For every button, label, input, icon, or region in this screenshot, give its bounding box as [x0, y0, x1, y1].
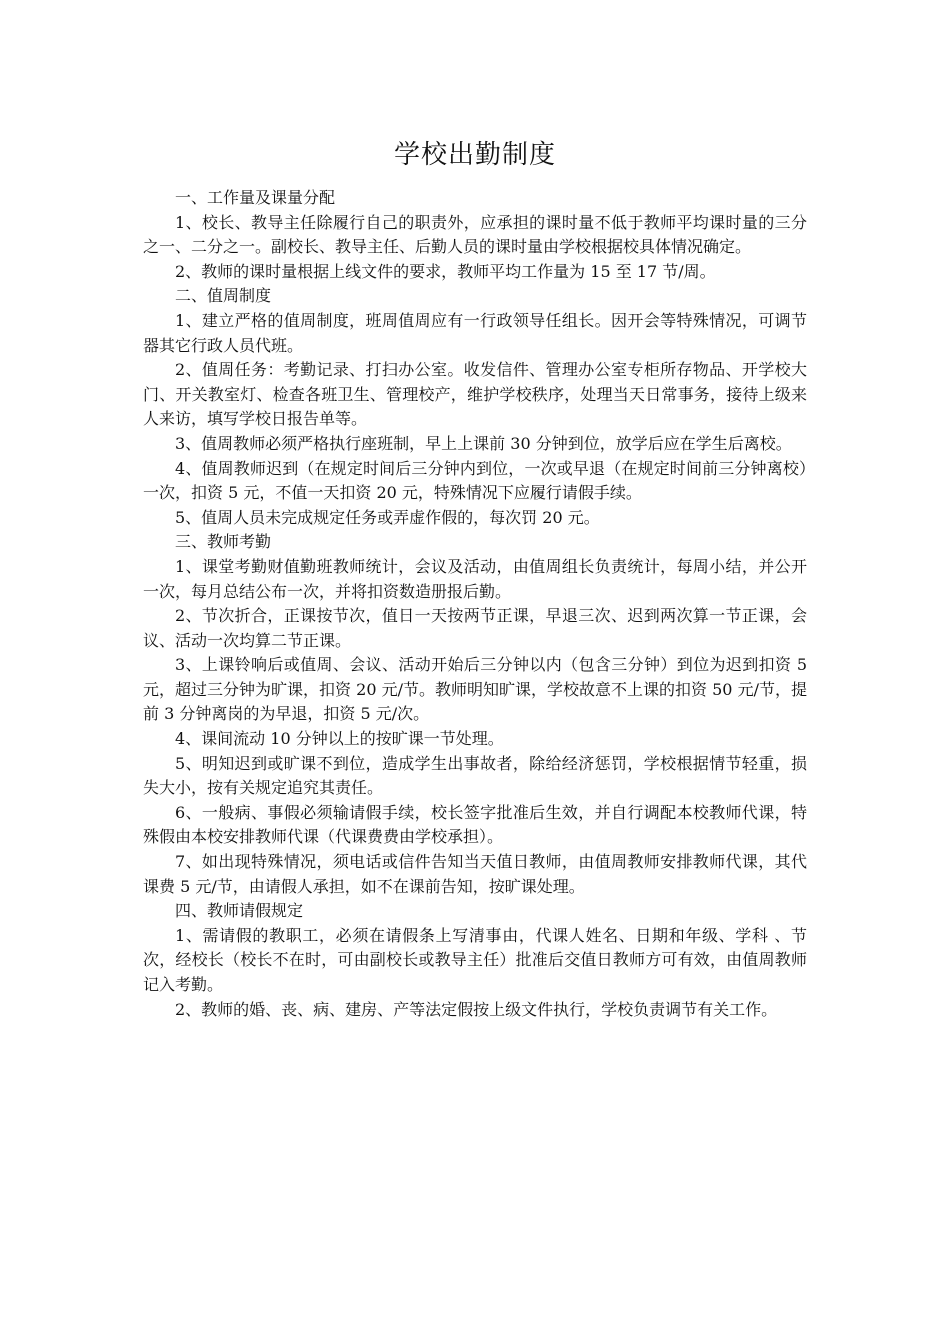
paragraph: 6、一般病、事假必须输请假手续，校长签字批准后生效，并自行调配本校教师代课，特殊假由本校安排教师代课（代课费费由学校承担）。	[143, 802, 807, 847]
paragraph: 7、如出现特殊情况，须电话或信件告知当天值日教师，由值周教师安排教师代课，其代课费 5 元/节，由请假人承担，如不在课前告知，按旷课处理。	[143, 852, 807, 896]
document-body	[143, 186, 807, 1022]
document-title: 学校出勤制度	[393, 140, 556, 170]
paragraph: 3、上课铃响后或值周、会议、活动开始后三分钟以内（包含三分钟）到位为迟到扣资 5 元，超过三分钟为旷课，扣资 20 元/节。教师明知旷课，学校故意不上课的扣资 50 元/节，提前 3 分钟离岗的为早退，扣资 5 元/次。	[143, 655, 807, 724]
section-heading-4: 四、教师请假规定	[175, 901, 304, 921]
paragraph: 5、明知迟到或旷课不到位，造成学生出事故者，除给经济惩罚，学校根据情节轻重，损失大小，按有关规定追究其责任。	[143, 753, 807, 798]
section-heading-1: 一、工作量及课量分配	[175, 188, 336, 207]
paragraph: 1、建立严格的值周制度，班周值周应有一行政领导任组长。因开会等特殊情况，可调节器其它行政人员代班。	[143, 310, 807, 355]
paragraph: 2、节次折合，正课按节次，值日一天按两节正课，早退三次、迟到两次算一节正课，会议、活动一次均算二节正课。	[143, 606, 807, 650]
paragraph: 2、值周任务：考勤记录、打扫办公室。收发信件、管理办公室专柜所存物品、开学校大门、开关教室灯、检查各班卫生、管理校产，维护学校秩序，处理当天日常事务，接待上级来人来访，填写学校日报告单等。	[143, 360, 807, 429]
section-heading-2: 二、值周制度	[175, 286, 272, 306]
paragraph: 2、教师的婚、丧、病、建房、产等法定假按上级文件执行，学校负责调节有关工作。	[175, 999, 778, 1019]
paragraph: 2、教师的课时量根据上线文件的要求，教师平均工作量为 15 至 17 节/周。	[175, 261, 716, 281]
paragraph: 1、校长、教导主任除履行自己的职责外，应承担的课时量不低于教师平均课时量的三分之一、二分之一。副校长、教导主任、后勤人员的课时量由学校根据校具体情况确定。	[143, 212, 807, 257]
section-heading-3: 三、教师考勤	[175, 532, 272, 552]
paragraph: 1、课堂考勤财值勤班教师统计，会议及活动，由值周组长负责统计，每周小结，并公开一次，每月总结公布一次，并将扣资数造册报后勤。	[143, 556, 807, 601]
paragraph: 1、需请假的教职工，必须在请假条上写清事由，代课人姓名、日期和年级、学科 、节次，经校长（校长不在时，可由副校长或教导主任）批准后交值日教师方可有效，由值周教师记入考勤。	[143, 925, 807, 994]
paragraph: 4、值周教师迟到（在规定时间后三分钟内到位，一次或早退（在规定时间前三分钟离校）一次，扣资 5 元，不值一天扣资 20 元，特殊情况下应履行请假手续。	[143, 458, 807, 503]
paragraph: 4、课间流动 10 分钟以上的按旷课一节处理。	[175, 729, 504, 749]
paragraph: 3、值周教师必须严格执行座班制，早上上课前 30 分钟到位，放学后应在学生后离校。	[175, 433, 792, 453]
paragraph: 5、值周人员未完成规定任务或弄虚作假的，每次罚 20 元。	[175, 507, 600, 527]
